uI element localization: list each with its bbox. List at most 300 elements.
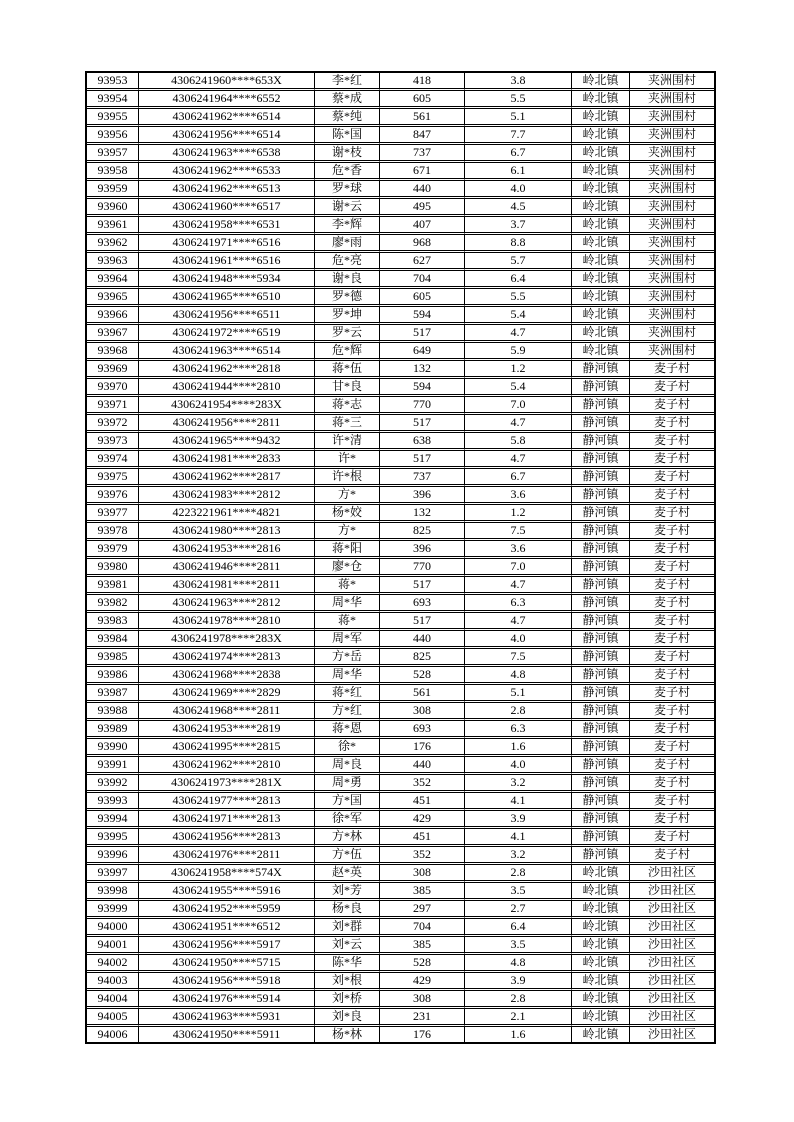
cell-town: 静河镇 <box>572 487 630 505</box>
table-row <box>87 793 714 811</box>
cell-village: 沙田社区 <box>630 919 714 937</box>
cell-index: 93993 <box>87 793 139 811</box>
cell-rate: 3.6 <box>465 487 572 505</box>
cell-rate: 2.8 <box>465 991 572 1009</box>
cell-index: 93981 <box>87 577 139 595</box>
cell-rate: 4.5 <box>465 199 572 217</box>
record-table <box>85 71 716 1044</box>
cell-amount: 352 <box>380 775 465 793</box>
cell-rate: 2.8 <box>465 865 572 883</box>
cell-name: 陈*华 <box>315 955 380 973</box>
cell-name: 徐*军 <box>315 811 380 829</box>
cell-amount: 418 <box>380 73 465 91</box>
cell-id-number: 4306241960****653X <box>139 73 315 91</box>
cell-index: 93965 <box>87 289 139 307</box>
cell-village: 夹洲围村 <box>630 289 714 307</box>
cell-amount: 561 <box>380 109 465 127</box>
cell-id-number: 4306241971****2813 <box>139 811 315 829</box>
cell-rate: 5.5 <box>465 91 572 109</box>
cell-village: 沙田社区 <box>630 901 714 919</box>
cell-name: 罗*德 <box>315 289 380 307</box>
cell-village: 麦子村 <box>630 775 714 793</box>
cell-town: 静河镇 <box>572 505 630 523</box>
cell-id-number: 4306241972****6519 <box>139 325 315 343</box>
cell-amount: 385 <box>380 883 465 901</box>
cell-name: 杨*良 <box>315 901 380 919</box>
cell-town: 岭北镇 <box>572 145 630 163</box>
cell-amount: 517 <box>380 577 465 595</box>
cell-id-number: 4306241973****281X <box>139 775 315 793</box>
cell-town: 静河镇 <box>572 703 630 721</box>
cell-index: 93976 <box>87 487 139 505</box>
cell-amount: 451 <box>380 793 465 811</box>
cell-amount: 737 <box>380 469 465 487</box>
cell-village: 麦子村 <box>630 379 714 397</box>
cell-amount: 671 <box>380 163 465 181</box>
table-row <box>87 667 714 685</box>
cell-amount: 605 <box>380 289 465 307</box>
table-row <box>87 811 714 829</box>
table-row <box>87 307 714 325</box>
cell-name: 周*勇 <box>315 775 380 793</box>
cell-index: 93990 <box>87 739 139 757</box>
cell-rate: 3.2 <box>465 775 572 793</box>
table-row <box>87 505 714 523</box>
cell-amount: 517 <box>380 613 465 631</box>
cell-index: 93968 <box>87 343 139 361</box>
table-row <box>87 847 714 865</box>
cell-village: 麦子村 <box>630 847 714 865</box>
cell-index: 93998 <box>87 883 139 901</box>
cell-name: 方* <box>315 487 380 505</box>
cell-name: 刘*群 <box>315 919 380 937</box>
cell-amount: 429 <box>380 973 465 991</box>
cell-name: 方*红 <box>315 703 380 721</box>
cell-id-number: 4306241963****6538 <box>139 145 315 163</box>
cell-index: 93978 <box>87 523 139 541</box>
table-row <box>87 883 714 901</box>
cell-name: 蒋* <box>315 577 380 595</box>
cell-town: 静河镇 <box>572 379 630 397</box>
cell-name: 李*红 <box>315 73 380 91</box>
cell-id-number: 4306241968****2811 <box>139 703 315 721</box>
cell-town: 静河镇 <box>572 739 630 757</box>
cell-town: 静河镇 <box>572 577 630 595</box>
cell-town: 静河镇 <box>572 757 630 775</box>
cell-name: 蒋*红 <box>315 685 380 703</box>
table-row <box>87 271 714 289</box>
cell-amount: 407 <box>380 217 465 235</box>
cell-name: 刘*云 <box>315 937 380 955</box>
cell-town: 岭北镇 <box>572 991 630 1009</box>
cell-village: 夹洲围村 <box>630 145 714 163</box>
cell-id-number: 4306241946****2811 <box>139 559 315 577</box>
cell-id-number: 4306241978****283X <box>139 631 315 649</box>
cell-village: 麦子村 <box>630 739 714 757</box>
cell-index: 93986 <box>87 667 139 685</box>
cell-name: 危*香 <box>315 163 380 181</box>
cell-id-number: 4306241956****5918 <box>139 973 315 991</box>
cell-amount: 132 <box>380 505 465 523</box>
cell-index: 93974 <box>87 451 139 469</box>
cell-town: 静河镇 <box>572 829 630 847</box>
cell-amount: 825 <box>380 649 465 667</box>
cell-rate: 7.5 <box>465 649 572 667</box>
cell-amount: 308 <box>380 865 465 883</box>
cell-name: 许* <box>315 451 380 469</box>
cell-amount: 770 <box>380 559 465 577</box>
cell-name: 杨*林 <box>315 1027 380 1042</box>
cell-amount: 517 <box>380 325 465 343</box>
cell-name: 周*良 <box>315 757 380 775</box>
table-row <box>87 973 714 991</box>
cell-rate: 8.8 <box>465 235 572 253</box>
cell-id-number: 4306241974****2813 <box>139 649 315 667</box>
cell-name: 谢*枝 <box>315 145 380 163</box>
cell-town: 岭北镇 <box>572 343 630 361</box>
cell-id-number: 4306241952****5959 <box>139 901 315 919</box>
cell-rate: 1.2 <box>465 361 572 379</box>
cell-index: 94000 <box>87 919 139 937</box>
cell-id-number: 4306241954****283X <box>139 397 315 415</box>
cell-id-number: 4306241953****2819 <box>139 721 315 739</box>
cell-id-number: 4306241961****6516 <box>139 253 315 271</box>
cell-id-number: 4306241962****2818 <box>139 361 315 379</box>
table-row <box>87 289 714 307</box>
cell-village: 麦子村 <box>630 595 714 613</box>
cell-name: 蒋*伍 <box>315 361 380 379</box>
cell-rate: 4.1 <box>465 793 572 811</box>
cell-town: 岭北镇 <box>572 217 630 235</box>
cell-town: 岭北镇 <box>572 865 630 883</box>
cell-village: 麦子村 <box>630 649 714 667</box>
cell-village: 夹洲围村 <box>630 253 714 271</box>
cell-id-number: 4306241960****6517 <box>139 199 315 217</box>
cell-town: 静河镇 <box>572 721 630 739</box>
cell-index: 93960 <box>87 199 139 217</box>
cell-amount: 605 <box>380 91 465 109</box>
cell-name: 蒋*恩 <box>315 721 380 739</box>
cell-rate: 6.4 <box>465 919 572 937</box>
table-row <box>87 649 714 667</box>
cell-name: 陈*国 <box>315 127 380 145</box>
cell-town: 静河镇 <box>572 541 630 559</box>
cell-index: 93984 <box>87 631 139 649</box>
cell-index: 94004 <box>87 991 139 1009</box>
cell-name: 刘*良 <box>315 1009 380 1027</box>
cell-name: 甘*良 <box>315 379 380 397</box>
cell-town: 岭北镇 <box>572 883 630 901</box>
cell-amount: 517 <box>380 415 465 433</box>
cell-id-number: 4306241944****2810 <box>139 379 315 397</box>
cell-amount: 440 <box>380 757 465 775</box>
cell-amount: 627 <box>380 253 465 271</box>
cell-rate: 3.6 <box>465 541 572 559</box>
cell-amount: 594 <box>380 379 465 397</box>
cell-rate: 2.8 <box>465 703 572 721</box>
cell-rate: 5.4 <box>465 379 572 397</box>
table-row <box>87 685 714 703</box>
table-row <box>87 487 714 505</box>
cell-rate: 3.8 <box>465 73 572 91</box>
cell-name: 周*华 <box>315 667 380 685</box>
table-row <box>87 1027 714 1042</box>
cell-index: 94002 <box>87 955 139 973</box>
cell-amount: 176 <box>380 739 465 757</box>
cell-town: 岭北镇 <box>572 937 630 955</box>
cell-index: 93983 <box>87 613 139 631</box>
cell-name: 李*辉 <box>315 217 380 235</box>
cell-amount: 528 <box>380 667 465 685</box>
cell-index: 93964 <box>87 271 139 289</box>
cell-village: 麦子村 <box>630 631 714 649</box>
cell-town: 岭北镇 <box>572 91 630 109</box>
table-row <box>87 955 714 973</box>
cell-id-number: 4306241958****6531 <box>139 217 315 235</box>
table-row <box>87 631 714 649</box>
cell-amount: 451 <box>380 829 465 847</box>
cell-index: 93959 <box>87 181 139 199</box>
cell-rate: 3.9 <box>465 811 572 829</box>
cell-town: 岭北镇 <box>572 1027 630 1042</box>
cell-rate: 4.8 <box>465 955 572 973</box>
cell-id-number: 4306241962****2810 <box>139 757 315 775</box>
cell-town: 岭北镇 <box>572 325 630 343</box>
cell-amount: 176 <box>380 1027 465 1042</box>
cell-index: 93982 <box>87 595 139 613</box>
table-row <box>87 937 714 955</box>
cell-id-number: 4306241950****5911 <box>139 1027 315 1042</box>
table-row <box>87 721 714 739</box>
cell-index: 93973 <box>87 433 139 451</box>
cell-village: 麦子村 <box>630 757 714 775</box>
cell-town: 静河镇 <box>572 613 630 631</box>
cell-village: 麦子村 <box>630 487 714 505</box>
cell-index: 93957 <box>87 145 139 163</box>
cell-name: 罗*球 <box>315 181 380 199</box>
cell-id-number: 4306241962****6533 <box>139 163 315 181</box>
cell-id-number: 4306241962****6514 <box>139 109 315 127</box>
cell-village: 麦子村 <box>630 559 714 577</box>
cell-town: 静河镇 <box>572 775 630 793</box>
cell-amount: 693 <box>380 595 465 613</box>
cell-id-number: 4306241978****2810 <box>139 613 315 631</box>
cell-id-number: 4306241980****2813 <box>139 523 315 541</box>
cell-town: 静河镇 <box>572 433 630 451</box>
cell-name: 蒋*志 <box>315 397 380 415</box>
cell-amount: 704 <box>380 271 465 289</box>
cell-name: 蔡*成 <box>315 91 380 109</box>
cell-village: 麦子村 <box>630 613 714 631</box>
cell-name: 杨*姣 <box>315 505 380 523</box>
cell-index: 93972 <box>87 415 139 433</box>
cell-town: 岭北镇 <box>572 919 630 937</box>
cell-town: 岭北镇 <box>572 127 630 145</box>
cell-index: 93963 <box>87 253 139 271</box>
cell-rate: 7.0 <box>465 397 572 415</box>
cell-index: 93966 <box>87 307 139 325</box>
cell-amount: 770 <box>380 397 465 415</box>
cell-town: 岭北镇 <box>572 109 630 127</box>
cell-village: 麦子村 <box>630 397 714 415</box>
cell-village: 沙田社区 <box>630 1009 714 1027</box>
cell-id-number: 4306241971****6516 <box>139 235 315 253</box>
cell-name: 刘*芳 <box>315 883 380 901</box>
cell-village: 夹洲围村 <box>630 235 714 253</box>
cell-name: 方*伍 <box>315 847 380 865</box>
cell-rate: 5.4 <box>465 307 572 325</box>
cell-village: 夹洲围村 <box>630 343 714 361</box>
cell-id-number: 4306241958****574X <box>139 865 315 883</box>
cell-amount: 132 <box>380 361 465 379</box>
table-row <box>87 397 714 415</box>
table-row <box>87 739 714 757</box>
cell-name: 许*根 <box>315 469 380 487</box>
cell-amount: 396 <box>380 487 465 505</box>
cell-village: 麦子村 <box>630 469 714 487</box>
table-row <box>87 181 714 199</box>
cell-rate: 5.9 <box>465 343 572 361</box>
cell-name: 罗*云 <box>315 325 380 343</box>
cell-id-number: 4306241956****2813 <box>139 829 315 847</box>
cell-id-number: 4306241948****5934 <box>139 271 315 289</box>
cell-village: 夹洲围村 <box>630 181 714 199</box>
cell-rate: 7.7 <box>465 127 572 145</box>
cell-town: 静河镇 <box>572 559 630 577</box>
cell-rate: 7.5 <box>465 523 572 541</box>
cell-name: 谢*良 <box>315 271 380 289</box>
cell-id-number: 4306241953****2816 <box>139 541 315 559</box>
cell-village: 麦子村 <box>630 505 714 523</box>
cell-id-number: 4306241965****9432 <box>139 433 315 451</box>
cell-index: 93955 <box>87 109 139 127</box>
cell-index: 93992 <box>87 775 139 793</box>
cell-village: 麦子村 <box>630 415 714 433</box>
cell-name: 危*亮 <box>315 253 380 271</box>
cell-rate: 5.1 <box>465 109 572 127</box>
cell-village: 夹洲围村 <box>630 73 714 91</box>
cell-index: 93979 <box>87 541 139 559</box>
cell-village: 沙田社区 <box>630 991 714 1009</box>
cell-index: 93970 <box>87 379 139 397</box>
cell-rate: 3.2 <box>465 847 572 865</box>
cell-name: 方*岳 <box>315 649 380 667</box>
cell-index: 93975 <box>87 469 139 487</box>
table-row <box>87 145 714 163</box>
cell-id-number: 4306241962****2817 <box>139 469 315 487</box>
cell-village: 夹洲围村 <box>630 91 714 109</box>
cell-town: 静河镇 <box>572 415 630 433</box>
cell-id-number: 4306241956****5917 <box>139 937 315 955</box>
cell-id-number: 4223221961****4821 <box>139 505 315 523</box>
table-row <box>87 91 714 109</box>
cell-village: 麦子村 <box>630 721 714 739</box>
table-row <box>87 829 714 847</box>
cell-name: 周*华 <box>315 595 380 613</box>
cell-town: 岭北镇 <box>572 235 630 253</box>
cell-rate: 7.0 <box>465 559 572 577</box>
cell-amount: 847 <box>380 127 465 145</box>
cell-id-number: 4306241951****6512 <box>139 919 315 937</box>
cell-index: 93999 <box>87 901 139 919</box>
cell-village: 麦子村 <box>630 451 714 469</box>
table-row <box>87 541 714 559</box>
cell-name: 廖*雨 <box>315 235 380 253</box>
cell-id-number: 4306241964****6552 <box>139 91 315 109</box>
cell-id-number: 4306241983****2812 <box>139 487 315 505</box>
cell-id-number: 4306241963****6514 <box>139 343 315 361</box>
table-row <box>87 451 714 469</box>
cell-name: 许*清 <box>315 433 380 451</box>
cell-amount: 649 <box>380 343 465 361</box>
cell-rate: 4.7 <box>465 451 572 469</box>
table-row <box>87 469 714 487</box>
cell-amount: 825 <box>380 523 465 541</box>
table-row <box>87 325 714 343</box>
cell-amount: 308 <box>380 991 465 1009</box>
cell-rate: 4.7 <box>465 415 572 433</box>
table-row <box>87 595 714 613</box>
cell-amount: 429 <box>380 811 465 829</box>
cell-amount: 528 <box>380 955 465 973</box>
table-row <box>87 559 714 577</box>
cell-amount: 561 <box>380 685 465 703</box>
cell-index: 93971 <box>87 397 139 415</box>
cell-rate: 1.2 <box>465 505 572 523</box>
cell-town: 静河镇 <box>572 397 630 415</box>
cell-name: 方* <box>315 523 380 541</box>
cell-rate: 6.1 <box>465 163 572 181</box>
cell-rate: 6.3 <box>465 595 572 613</box>
cell-village: 麦子村 <box>630 685 714 703</box>
cell-id-number: 4306241976****5914 <box>139 991 315 1009</box>
cell-village: 沙田社区 <box>630 955 714 973</box>
cell-rate: 5.8 <box>465 433 572 451</box>
table-row <box>87 775 714 793</box>
cell-id-number: 4306241963****5931 <box>139 1009 315 1027</box>
cell-town: 岭北镇 <box>572 199 630 217</box>
cell-rate: 3.5 <box>465 937 572 955</box>
cell-village: 夹洲围村 <box>630 307 714 325</box>
cell-amount: 704 <box>380 919 465 937</box>
cell-village: 麦子村 <box>630 703 714 721</box>
cell-rate: 4.7 <box>465 325 572 343</box>
cell-village: 麦子村 <box>630 811 714 829</box>
table-row <box>87 757 714 775</box>
cell-village: 沙田社区 <box>630 937 714 955</box>
table-row <box>87 991 714 1009</box>
cell-amount: 968 <box>380 235 465 253</box>
cell-amount: 495 <box>380 199 465 217</box>
cell-id-number: 4306241962****6513 <box>139 181 315 199</box>
cell-rate: 3.7 <box>465 217 572 235</box>
cell-town: 岭北镇 <box>572 289 630 307</box>
table-row <box>87 865 714 883</box>
cell-village: 夹洲围村 <box>630 199 714 217</box>
cell-name: 蒋* <box>315 613 380 631</box>
cell-index: 93985 <box>87 649 139 667</box>
table-row <box>87 523 714 541</box>
cell-name: 谢*云 <box>315 199 380 217</box>
cell-rate: 4.0 <box>465 631 572 649</box>
cell-index: 93953 <box>87 73 139 91</box>
table-row <box>87 217 714 235</box>
cell-rate: 3.5 <box>465 883 572 901</box>
cell-village: 麦子村 <box>630 361 714 379</box>
cell-id-number: 4306241995****2815 <box>139 739 315 757</box>
cell-rate: 2.7 <box>465 901 572 919</box>
cell-index: 93988 <box>87 703 139 721</box>
